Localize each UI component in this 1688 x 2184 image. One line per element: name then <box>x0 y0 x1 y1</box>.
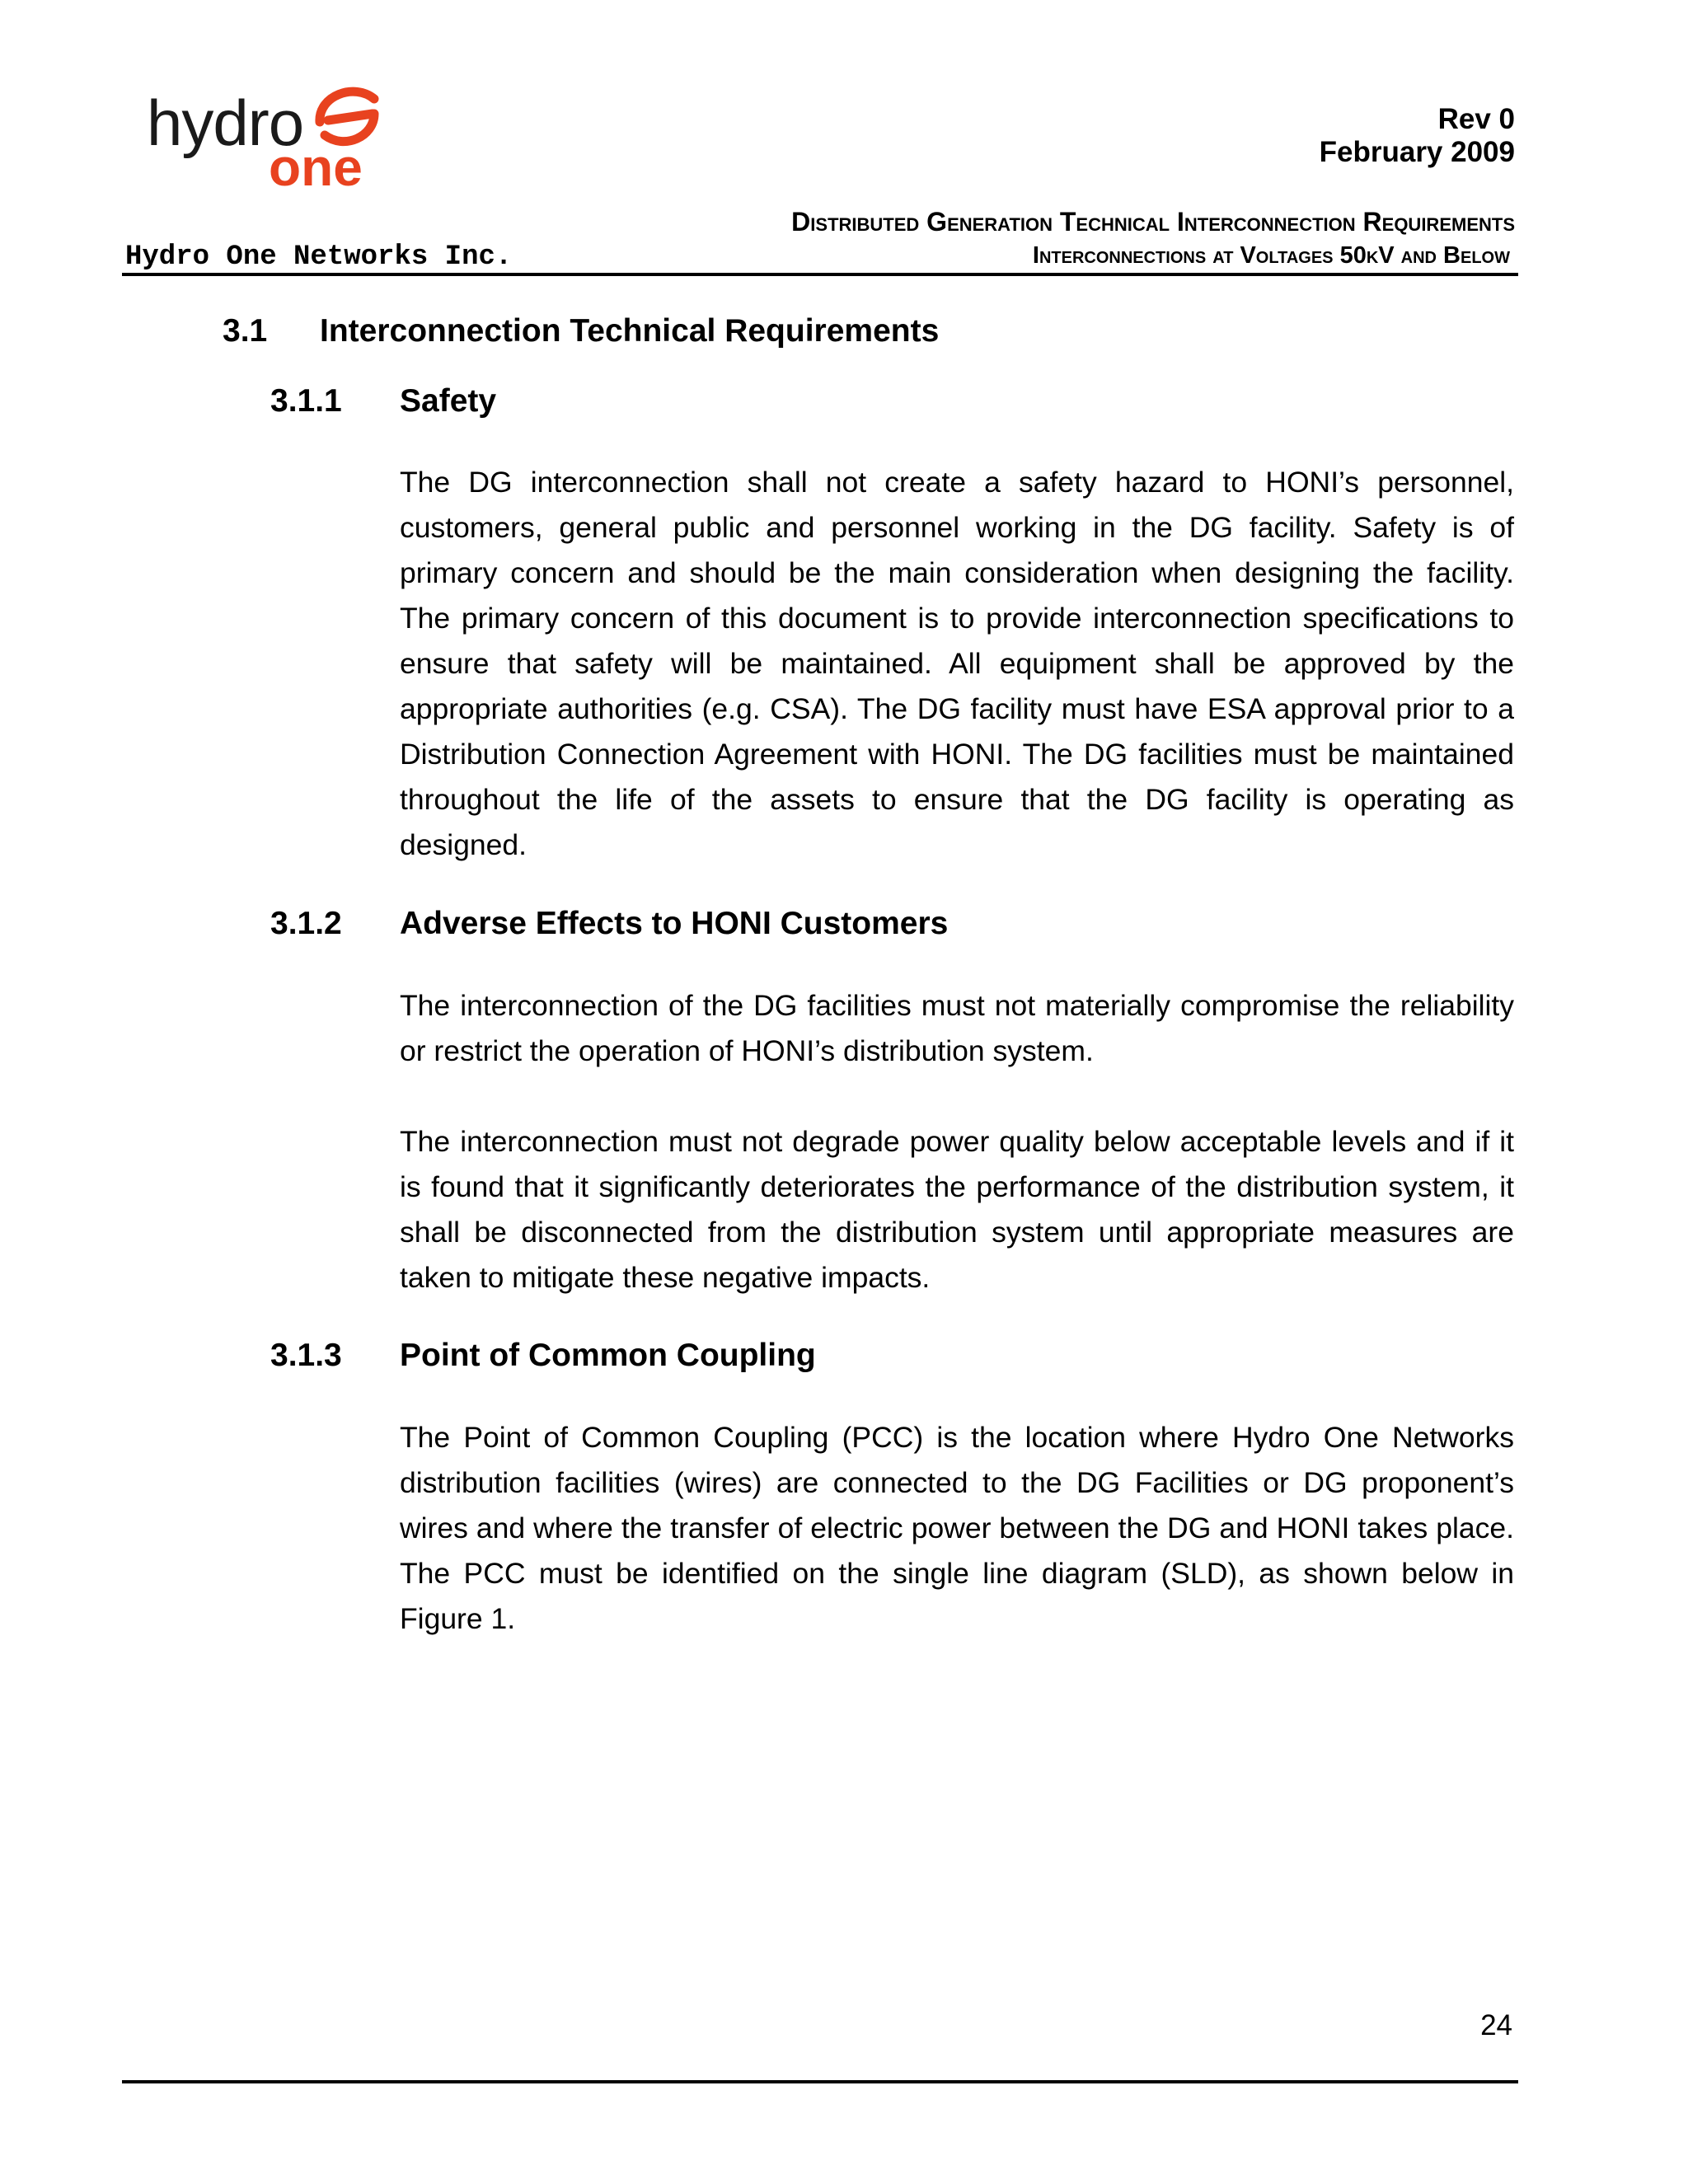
paragraph: The interconnection must not degrade power quality below acceptable levels and if it is found that it significantly deteriorates the performance of the distribution system, it shall be disconnected from the distribution system until appropriate measures are taken to mitigate these negative impacts. <box>400 1125 1514 1294</box>
subsection-title: Adverse Effects to HONI Customers <box>400 906 949 941</box>
document-subtitle: Interconnections at Voltages 50kV and Below <box>1032 242 1510 269</box>
paragraph: The DG interconnection shall not create a safety hazard to HONI’s personnel, customers, general public and personnel working in the DG facility. Safety is of primary concern and should be the main consideration when designing the facility. The primary concern of this document is to provide interconnection specifications to ensure that safety will be maintained. All equipment shall be approved by the appropriate authorities (e.g. CSA). The DG facility must have ESA approval prior to a Distribution Connection Agreement with HONI. The DG facilities must be maintained throughout the life of the assets to ensure that the DG facility is operating as designed. <box>400 466 1514 861</box>
paragraph: The interconnection of the DG facilities must not materially compromise the reliability or restrict the operation of HONI’s distribution system. <box>400 989 1514 1067</box>
document-title: Distributed Generation Technical Interconnection Requirements <box>791 207 1515 237</box>
section-number: 3.1 <box>223 313 268 349</box>
logo-word-hydro: hydro <box>147 87 304 159</box>
subsection-title: Safety <box>400 383 497 419</box>
paragraph: The Point of Common Coupling (PCC) is the location where Hydro One Networks distribution facilities (wires) are connected to the DG Facilities or DG proponent’s wires and where the transfer of electric power between the DG and HONI takes place. The PCC must be identified on the single line diagram (SLD), as shown below in Figure 1. <box>400 1421 1514 1635</box>
hydro-one-swirl-icon <box>303 79 386 153</box>
revision-date: February 2009 <box>1319 136 1515 168</box>
hydro-one-logo <box>147 79 394 197</box>
revision-label: Rev 0 <box>1437 103 1515 135</box>
subsection-number: 3.1.3 <box>270 1338 342 1373</box>
company-name: Hydro One Networks Inc. <box>125 241 513 273</box>
logo-word-one: one <box>269 138 363 197</box>
footer-divider <box>122 2080 1518 2083</box>
subsection-number: 3.1.2 <box>270 906 342 941</box>
subsection-title: Point of Common Coupling <box>400 1338 816 1373</box>
section-title: Interconnection Technical Requirements <box>320 313 940 349</box>
page-number: 24 <box>1480 2009 1512 2041</box>
subsection-number: 3.1.1 <box>270 383 342 419</box>
header-divider <box>122 273 1518 276</box>
